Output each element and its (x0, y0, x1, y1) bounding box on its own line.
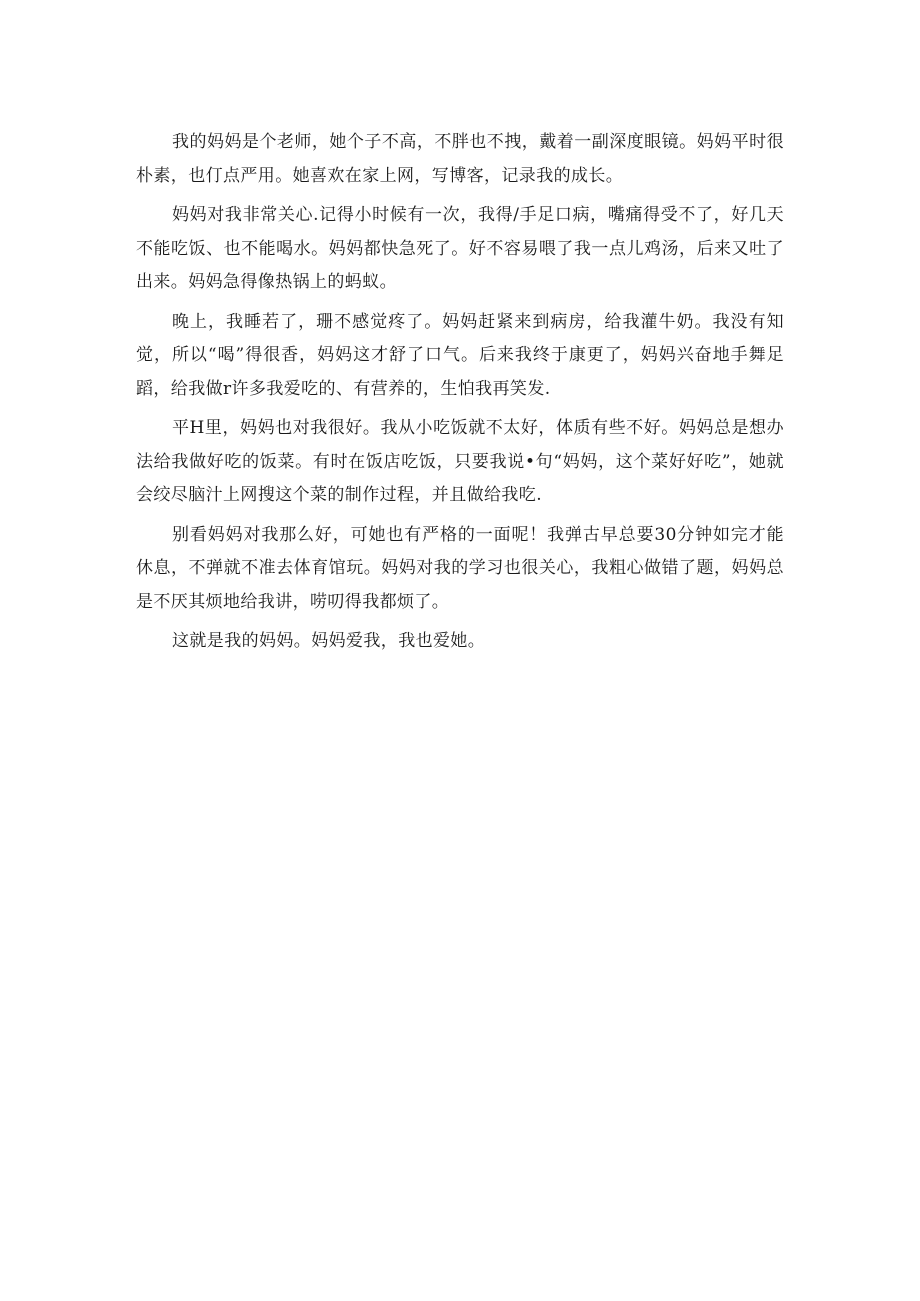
paragraph-1: 我的妈妈是个老师，她个子不高，不胖也不拽，戴着一副深度眼镜。妈妈平时很朴素，也仃点严用。她喜欢在家上网，写博客，记录我的成长。 (136, 132, 784, 186)
paragraph-2: 妈妈对我非常关心.记得小时候有一次，我得/手足口病，嘴痛得受不了，好几天不能吃饭、也不能喝水。妈妈都快急死了。好不容易喂了我一点儿鸡汤，后来又吐了出来。妈妈急得像热锅上的蚂蚁。 (136, 205, 784, 292)
essay-body (136, 126, 784, 665)
paragraph-4: 平H里，妈妈也对我很好。我从小吃饭就不太好，体质有些不好。妈妈总是想办法给我做好吃的饭菜。有时在饭店吃饭，只要我说•句“妈妈，这个菜好好吃”，她就会绞尽脑汁上网搜这个菜的制作过程，并且做给我吃. (136, 418, 784, 505)
paragraph-3: 晚上，我睡若了，珊不感觉疼了。妈妈赶紧来到病房，给我灌牛奶。我没有知觉，所以“喝”得很香，妈妈这才舒了口气。后来我终于康更了，妈妈兴奋地手舞足蹈，给我做r许多我爱吃的、有营养的，生怕我再笑发. (136, 311, 784, 399)
paragraph-5: 别看妈妈对我那么好，可她也有严格的一面呢！我弹古早总要30分钟如完才能休息，不弹就不准去体育馆玩。妈妈对我的学习也很关心，我粗心做错了题，妈妈总是不厌其烦地给我讲，唠叨得我都烦了。 (136, 524, 784, 612)
paragraph-6: 这就是我的妈妈。妈妈爱我，我也爱她。 (172, 631, 486, 651)
